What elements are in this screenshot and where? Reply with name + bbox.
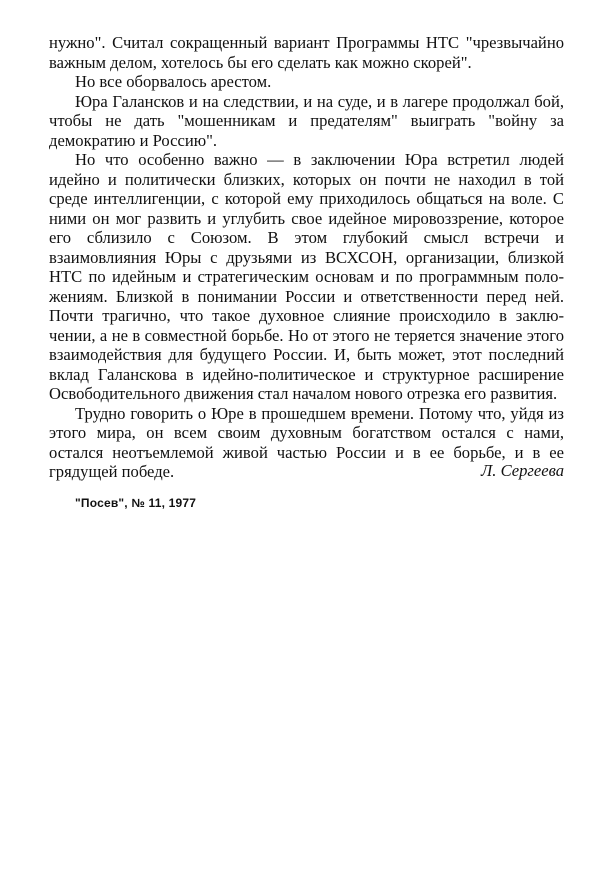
paragraph-conclusion: Трудно говорить о Юре в прошедшем времени. Потому что, уйдя из этого мира, он всем своим духовным богатством остался с нами, остался неотъемлемой живой частью России и в ее борьбе, и в ее грядущей победе. <box>49 403 564 481</box>
paragraph-arrest: Но все оборвалось арестом. <box>75 72 272 91</box>
author-signature: Л. Сергеева <box>481 461 564 480</box>
source-citation: "Посев", № 11, 1977 <box>75 496 197 510</box>
paragraph-fight: Юра Галансков и на следствии, и на суде, и в лагере продолжал бой, чтобы не дать "мошенникам и предателям" выиграть "войну за демократию и Россию". <box>49 91 564 150</box>
article-body <box>49 33 564 482</box>
paragraph-imprisonment: Но что особенно важно — в заключении Юра встретил людей идейно и политически близких, которых он почти не находил в той среде интеллигенции, с которой ему приходилось общаться на воле. С ними он мог развить и углубить свое идейное мировоззрение, которое его сблизило с Союзом. В этом глубокий смысл встречи и взаимовлияния Юры с друзьями из ВСХСОН, организации, близкой НТС по идейным и стратегическим основам и по программным положениям. Близкой в понимании России и ответственности перед ней. Почти трагично, что такое духовное слияние происходило в заключении, а не в совместной борьбе. Но от этого не теряется значение этого взаимодействия для будущего России. И, быть может, этот последний вклад Галанскова в идейно-политическое и структурное расширение Освободительного движения стал началом нового отрезка его развития. <box>49 150 564 403</box>
paragraph-continuation: нужно". Считал сокращенный вариант Программы НТС "чрезвычайно важным делом, хотелось бы его сделать как можно скорей". <box>49 33 564 72</box>
